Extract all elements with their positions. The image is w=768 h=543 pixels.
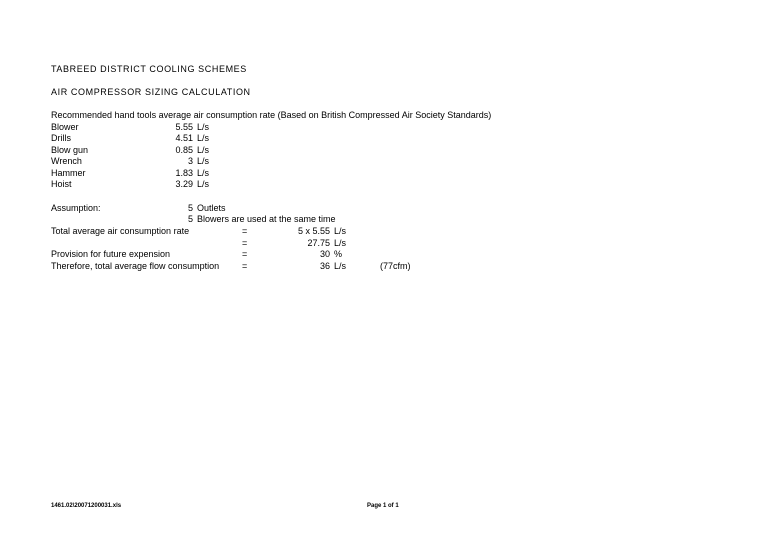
tool-name: Drills xyxy=(51,133,71,143)
tool-value: 3.29 xyxy=(175,179,193,189)
total-formula: 5 x 5.55 xyxy=(297,226,330,236)
tool-unit: L/s xyxy=(197,168,210,178)
total-formula-unit: L/s xyxy=(334,226,347,236)
total-value-unit: L/s xyxy=(334,238,347,248)
equals-sign: = xyxy=(242,249,248,259)
tool-unit: L/s xyxy=(197,179,210,189)
intro-text: Recommended hand tools average air consumption rate (Based on British Compressed Air Society Standards) xyxy=(51,110,492,120)
footer-page-number: Page 1 of 1 xyxy=(367,503,399,509)
tool-name: Blower xyxy=(51,122,79,132)
footer-filename: 1461.02\20071200031.xls xyxy=(51,503,122,509)
provision-unit: % xyxy=(334,249,343,259)
tool-name: Wrench xyxy=(51,156,82,166)
tool-name: Blow gun xyxy=(51,145,89,155)
assumption-blowers-text: Blowers are used at the same time xyxy=(197,214,336,224)
document-subtitle: AIR COMPRESSOR SIZING CALCULATION xyxy=(51,87,251,97)
tool-value: 3 xyxy=(187,156,193,166)
therefore-note: (77cfm) xyxy=(380,261,411,271)
tool-value: 1.83 xyxy=(175,168,193,178)
therefore-value: 36 xyxy=(319,261,330,271)
document-title: TABREED DISTRICT COOLING SCHEMES xyxy=(51,64,247,74)
tool-unit: L/s xyxy=(197,145,210,155)
therefore-unit: L/s xyxy=(334,261,347,271)
provision-label: Provision for future expension xyxy=(51,249,171,259)
tool-unit: L/s xyxy=(197,156,210,166)
tool-name: Hoist xyxy=(51,179,72,189)
equals-sign: = xyxy=(242,238,248,248)
assumption-outlets-value: 5 xyxy=(187,203,193,213)
tool-unit: L/s xyxy=(197,122,210,132)
tool-name: Hammer xyxy=(51,168,86,178)
total-label: Total average air consumption rate xyxy=(51,226,190,236)
tool-value: 5.55 xyxy=(175,122,193,132)
total-value: 27.75 xyxy=(307,238,330,248)
tool-value: 4.51 xyxy=(175,133,193,143)
assumption-label: Assumption: xyxy=(51,203,101,213)
provision-value: 30 xyxy=(319,249,330,259)
tool-value: 0.85 xyxy=(175,145,193,155)
tool-unit: L/s xyxy=(197,133,210,143)
equals-sign: = xyxy=(242,226,248,236)
therefore-label: Therefore, total average flow consumption xyxy=(51,261,220,271)
equals-sign: = xyxy=(242,261,248,271)
assumption-blowers-value: 5 xyxy=(187,214,193,224)
assumption-outlets-text: Outlets xyxy=(197,203,226,213)
